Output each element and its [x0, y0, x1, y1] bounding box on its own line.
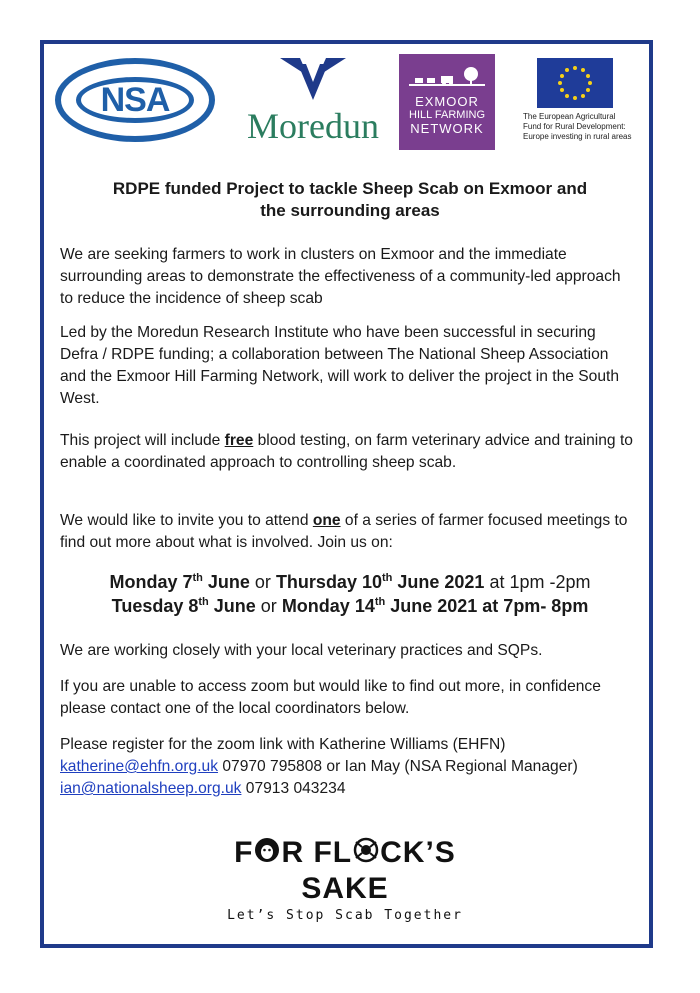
- vets-paragraph: We are working closely with your local veterinary practices and SQPs.: [60, 642, 543, 659]
- date-text: Tuesday 8: [111, 596, 199, 616]
- text-span: blood testing, on farm veterinary advice and training to enable a coordinated approach to controlling sheep scab.: [60, 432, 633, 471]
- moredun-logo: [233, 56, 393, 152]
- text-span: Please register for the zoom link with Katherine Williams (EHFN): [60, 736, 506, 753]
- exmoor-line-3: NETWORK: [410, 121, 484, 136]
- text-span: 07913 043234: [241, 780, 346, 797]
- eu-flag-icon: [537, 58, 613, 108]
- eu-caption-line: The European Agricultural: [523, 112, 616, 121]
- text-span: 07970 795808 or Ian May (NSA Regional Manager): [218, 758, 578, 775]
- date-suffix: th: [381, 572, 393, 584]
- eu-caption-line: Fund for Rural Development:: [523, 122, 626, 131]
- ian-email-link[interactable]: ian@nationalsheep.org.uk: [60, 780, 242, 797]
- eu-caption: [523, 112, 645, 142]
- date-time: at 7pm- 8pm: [477, 596, 589, 616]
- text-span: We would like to invite you to attend: [60, 512, 313, 529]
- register-paragraph: [60, 734, 635, 800]
- wordmark-part: CK’S SAKE: [301, 836, 456, 906]
- one-emphasis: one: [312, 512, 341, 529]
- funding-paragraph: Led by the Moredun Research Institute who have been successful in securing Defra / RDPE funding; a collaboration between The National Sheep Association and the Exmoor Hill Farming Network, will work to deliver the project in the South West.: [60, 324, 620, 407]
- moredun-mark-icon: [278, 56, 348, 102]
- page-title: [60, 178, 640, 222]
- project-paragraph: [60, 430, 635, 474]
- wordmark-part: R FL: [281, 836, 353, 869]
- date-or: or: [249, 572, 276, 592]
- date-text: Monday 14: [281, 596, 375, 616]
- invite-paragraph: [60, 510, 635, 554]
- title-line-1: RDPE funded Project to tackle Sheep Scab on Exmoor and: [112, 179, 588, 198]
- intro-paragraph: We are seeking farmers to work in clusters on Exmoor and the immediate surrounding areas to demonstrate the effectiveness of a community-led approach to reduce the incidence of sheep scab: [60, 246, 621, 307]
- date-text: June 2021: [385, 596, 478, 616]
- exmoor-line-2: HILL FARMING: [409, 109, 485, 121]
- free-emphasis: free: [224, 432, 254, 449]
- date-suffix: th: [198, 596, 209, 608]
- date-text: Monday 7: [109, 572, 193, 592]
- katherine-email-link[interactable]: katherine@ehfn.org.uk: [60, 758, 219, 775]
- nsa-logo-text: NSA: [76, 77, 194, 123]
- title-line-2: the surrounding areas: [260, 201, 440, 220]
- date-text: June: [208, 596, 256, 616]
- campaign-tagline: Let’s Stop Scab Together: [227, 908, 463, 924]
- date-line-1: [60, 570, 640, 594]
- date-or: or: [255, 596, 282, 616]
- nsa-logo: [55, 58, 215, 142]
- page-border: [40, 40, 653, 948]
- wordmark-part: F: [234, 836, 254, 869]
- campaign-wordmark: [195, 836, 495, 906]
- text-span: This project will include: [60, 432, 225, 449]
- date-text: June: [202, 572, 250, 592]
- date-suffix: th: [192, 572, 203, 584]
- eu-logo: [513, 58, 645, 142]
- logo-strip: [55, 50, 645, 160]
- meeting-dates: [60, 570, 640, 618]
- date-text: June 2021: [392, 572, 485, 592]
- exmoor-line-1: EXMOOR: [415, 94, 479, 109]
- for-flocks-sake-logo: [195, 836, 495, 923]
- moredun-wordmark: Moredun: [247, 106, 379, 146]
- date-text: Thursday 10: [275, 572, 382, 592]
- date-line-2: [60, 594, 640, 618]
- farm-scene-icon: [409, 64, 485, 88]
- date-suffix: th: [374, 596, 386, 608]
- mite-icon: [352, 836, 380, 872]
- exmoor-hill-farming-logo: [399, 54, 495, 150]
- coordinators-paragraph: If you are unable to access zoom but would like to find out more, in confidence please contact one of the local coordinators below.: [60, 678, 601, 717]
- date-time: at 1pm -2pm: [484, 572, 591, 592]
- eu-caption-line: Europe investing in rural areas: [523, 132, 632, 141]
- sheep-face-icon: [253, 836, 281, 872]
- text-span: of a series of farmer focused meetings to find out more about what is involved. Join us on:: [60, 512, 628, 551]
